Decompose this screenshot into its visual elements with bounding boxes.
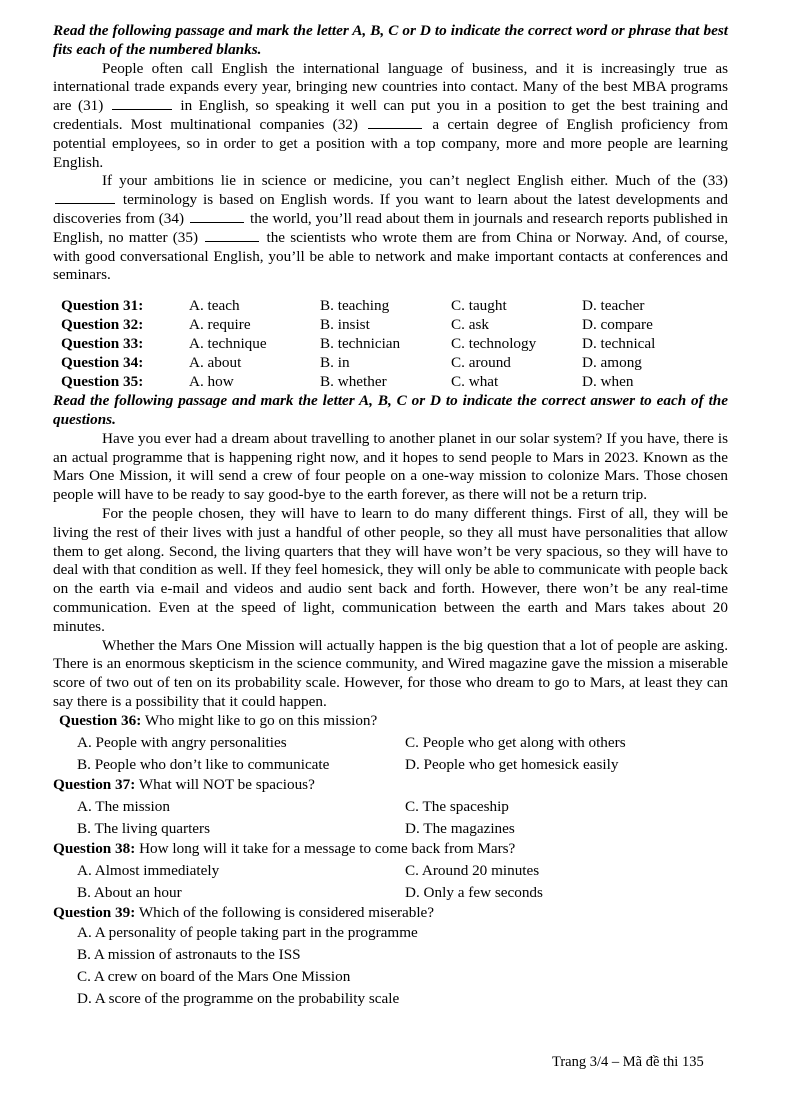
option-row bbox=[77, 882, 728, 904]
option-a: A. require bbox=[189, 316, 251, 334]
option-a: A. how bbox=[189, 373, 234, 391]
option-row bbox=[77, 732, 728, 754]
p2-text-1: If your ambitions lie in science or medicine, you can’t neglect English either. Much of the (33) bbox=[102, 172, 728, 190]
blank-34 bbox=[190, 210, 244, 223]
passage1-paragraph2 bbox=[53, 172, 728, 285]
option-d: D. technical bbox=[582, 335, 656, 353]
p2-text-4: the scientists who wrote them are from China or Norway. And, of course, with good conversational English, you’ll be able to network and make important contacts at conferences and seminars. bbox=[53, 228, 729, 284]
question-row-35 bbox=[61, 373, 655, 392]
question-38 bbox=[53, 840, 728, 904]
question-39 bbox=[53, 904, 728, 1012]
option-a: A. about bbox=[189, 354, 242, 372]
option-a: A. A personality of people taking part in the programme bbox=[77, 924, 418, 942]
blank-31 bbox=[112, 97, 172, 110]
option-b: B. People who don’t like to communicate bbox=[77, 755, 330, 773]
option-row bbox=[77, 754, 728, 776]
question-text: What will NOT be spacious? bbox=[138, 775, 315, 793]
question-stem bbox=[53, 840, 728, 861]
question-label: Question 36: bbox=[59, 711, 142, 729]
section1-instruction: Read the following passage and mark the letter A, B, C or D to indicate the correct word or phrase that best fits each of the numbered blanks. bbox=[53, 22, 728, 58]
option-d: D. when bbox=[582, 373, 634, 391]
section2-instruction: Read the following passage and mark the letter A, B, C or D to indicate the correct answer to each of the questions. bbox=[53, 392, 728, 428]
passage2-paragraph3: Whether the Mars One Mission will actually happen is the big question that a lot of people are asking. There is an enormous skepticism in the science community, and Wired magazine gave the mission a miserable score of two out of ten on its probability scale. However, for those who dream to go to Mars, at least they can say there is a possibility that it could happen. bbox=[53, 636, 728, 710]
option-c: C. technology bbox=[451, 335, 537, 353]
option-b: B. teaching bbox=[320, 297, 390, 315]
option-a: A. technique bbox=[189, 335, 267, 353]
option-d: D. The magazines bbox=[405, 819, 515, 837]
p1-text-1: People often call English the international language of business, and it is increasingly true as international trade expands every year, bringing new countries into contact. Many of the best MBA programs are (31) bbox=[53, 59, 728, 115]
passage2-paragraph1: Have you ever had a dream about travelling to another planet in our solar system? If you have, there is an actual programme that is happening right now, and it hopes to send people to Mars in 2023. Known as the Mars One Mission, it will send a crew of four people on a one-way mission to colonize Mars. Those chosen people will have to be ready to say good-bye to the earth forever, as there will not be a return trip. bbox=[53, 429, 728, 504]
exam-page bbox=[53, 22, 728, 1012]
option-d: D. teacher bbox=[582, 297, 645, 315]
option-d: D. Only a few seconds bbox=[405, 883, 543, 901]
option-a: A. teach bbox=[189, 297, 240, 315]
question-label: Question 32: bbox=[61, 316, 144, 334]
cloze-questions-table bbox=[61, 297, 655, 392]
question-label: Question 38: bbox=[53, 839, 136, 857]
p1-text-2: in English, so speaking it well can put you in a position to get the best training and credentials. Most multinational companies (32) bbox=[53, 97, 729, 133]
question-row-34 bbox=[61, 354, 655, 373]
question-row-33 bbox=[61, 335, 655, 354]
option-b: B. technician bbox=[320, 335, 401, 353]
option-b: B. About an hour bbox=[77, 883, 182, 901]
option-c: C. what bbox=[451, 373, 499, 391]
option-c: C. People who get along with others bbox=[405, 733, 626, 751]
option-c: C. around bbox=[451, 354, 511, 372]
blank-33 bbox=[55, 191, 115, 204]
option-c: C. The spaceship bbox=[405, 797, 509, 815]
question-text: Who might like to go on this mission? bbox=[144, 711, 378, 729]
question-text: Which of the following is considered miserable? bbox=[138, 903, 435, 921]
option-d: D. A score of the programme on the probability scale bbox=[77, 989, 400, 1007]
question-label: Question 37: bbox=[53, 775, 136, 793]
question-stem bbox=[53, 904, 728, 925]
p2-text-3: the world, you’ll read about them in journals and research reports published in English, no matter (35) bbox=[53, 209, 728, 246]
question-text: How long will it take for a message to come back from Mars? bbox=[139, 839, 516, 857]
question-label: Question 33: bbox=[61, 335, 144, 353]
option-b: B. in bbox=[320, 354, 350, 372]
page-footer: Trang 3/4 – Mã đề thi 135 bbox=[552, 1054, 704, 1070]
option-b: B. insist bbox=[320, 316, 370, 334]
option-a: A. The mission bbox=[77, 797, 170, 815]
option-d: D. People who get homesick easily bbox=[405, 755, 619, 773]
option-b: B. A mission of astronauts to the ISS bbox=[77, 946, 301, 964]
option-d: D. among bbox=[582, 354, 642, 372]
passage1-paragraph1 bbox=[53, 60, 728, 173]
option-row bbox=[77, 860, 728, 882]
question-37 bbox=[53, 776, 728, 840]
question-row-31 bbox=[61, 297, 655, 316]
question-stem bbox=[53, 776, 728, 797]
question-label: Question 31: bbox=[61, 297, 144, 315]
option-c: C. taught bbox=[451, 297, 507, 315]
option-a: A. People with angry personalities bbox=[77, 733, 287, 751]
question-label: Question 34: bbox=[61, 354, 144, 372]
question-36 bbox=[53, 712, 728, 776]
option-b: B. whether bbox=[320, 373, 387, 391]
question-label: Question 35: bbox=[61, 373, 144, 391]
option-c: C. A crew on board of the Mars One Mission bbox=[77, 968, 351, 986]
blank-32 bbox=[368, 116, 422, 129]
option-d: D. compare bbox=[582, 316, 653, 334]
option-a: A. Almost immediately bbox=[77, 861, 220, 879]
blank-35 bbox=[205, 229, 259, 242]
passage2-paragraph2: For the people chosen, they will have to learn to do many different things. First of all, they will be living the rest of their lives with just a handful of other people, so they all must have personalities that allow them to get along. Second, the living quarters that they will have won’t be very spacious, so they will have to deal with that condition as well. If they feel homesick, they will only be able to communicate with people back on the earth via e-mail and videos and audio sent back and forth. However, there won’t be any real-time communication. Even at the speed of light, communication between the earth and Mars takes about 20 minutes. bbox=[53, 504, 728, 635]
question-row-32 bbox=[61, 316, 655, 335]
option-row bbox=[77, 796, 728, 818]
question-label: Question 39: bbox=[53, 903, 136, 921]
p2-text-2: terminology is based on English words. If you want to learn about the latest developments and discoveries from (34) bbox=[53, 191, 729, 227]
question-stem bbox=[59, 712, 728, 733]
p1-text-3: a certain degree of English proficiency from potential employees, so in order to get a position with a top company, more and more people are learning English. bbox=[53, 115, 729, 171]
option-c: C. Around 20 minutes bbox=[405, 861, 540, 879]
option-c: C. ask bbox=[451, 316, 489, 334]
option-row bbox=[77, 818, 728, 840]
option-b: B. The living quarters bbox=[77, 819, 211, 837]
